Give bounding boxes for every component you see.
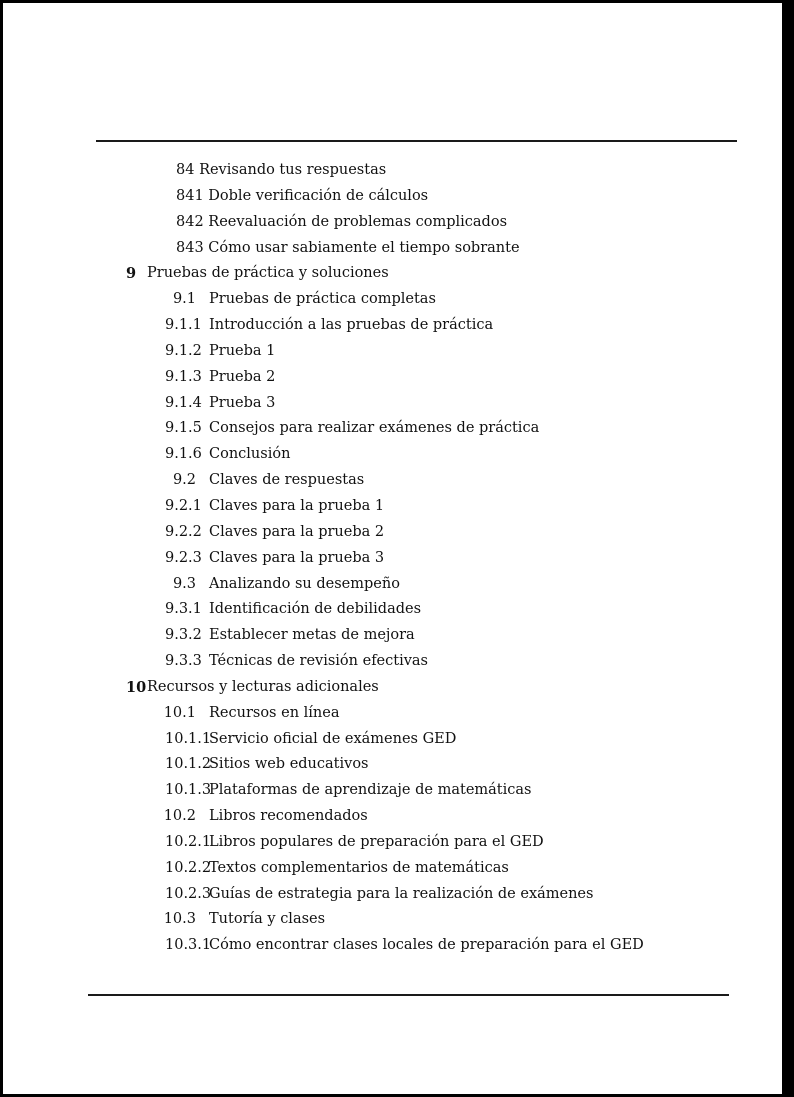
toc-entry-title: Textos complementarios de matemáticas bbox=[209, 859, 509, 876]
toc-entry bbox=[3, 494, 782, 520]
toc-entry-line bbox=[176, 158, 386, 184]
toc-entry-number: 10 bbox=[126, 678, 147, 696]
toc-entry-number: 10.3 bbox=[163, 911, 196, 928]
toc-entry bbox=[3, 313, 782, 339]
toc-entry-title: Doble verificación de cálculos bbox=[208, 187, 429, 204]
toc-entry bbox=[3, 442, 782, 468]
toc-entry bbox=[3, 778, 782, 804]
toc-entry-number: 843 bbox=[176, 239, 204, 256]
toc-entry-line bbox=[176, 184, 428, 210]
document-page bbox=[3, 3, 782, 1094]
toc-entry-number: 9.1.4 bbox=[165, 394, 202, 411]
toc-entry bbox=[3, 597, 782, 623]
toc-entry bbox=[3, 701, 782, 727]
toc-entry-title: Consejos para realizar exámenes de práctica bbox=[209, 420, 540, 437]
toc-entry-number: 9.2 bbox=[172, 472, 196, 489]
toc-entry-title: Prueba 3 bbox=[209, 394, 276, 411]
toc-entry-number: 10.1.1 bbox=[165, 730, 212, 747]
toc-entry-number: 9.3.1 bbox=[165, 601, 202, 618]
toc-entry-title: Claves de respuestas bbox=[209, 472, 365, 489]
toc-entry-number: 9.1.3 bbox=[165, 368, 202, 385]
toc-entry-title: Servicio oficial de exámenes GED bbox=[209, 730, 457, 747]
toc-entry-title: Reevaluación de problemas complicados bbox=[208, 213, 508, 230]
top-rule bbox=[96, 140, 737, 142]
toc-entry bbox=[3, 287, 782, 313]
toc-entry bbox=[3, 572, 782, 598]
toc-entry-number: 9.2.2 bbox=[165, 523, 202, 540]
toc-entry-title: Claves para la prueba 3 bbox=[209, 549, 385, 566]
table-of-contents bbox=[3, 158, 782, 959]
toc-entry-number: 10.2.3 bbox=[165, 885, 212, 902]
toc-entry-title: Tutoría y clases bbox=[209, 911, 326, 928]
toc-entry-number: 9.1.5 bbox=[165, 420, 202, 437]
toc-entry-title: Pruebas de práctica y soluciones bbox=[147, 265, 389, 282]
toc-entry-title: Cómo usar sabiamente el tiempo sobrante bbox=[208, 239, 520, 256]
toc-entry-title: Prueba 2 bbox=[209, 368, 276, 385]
toc-entry bbox=[3, 261, 782, 287]
toc-entry-number: 10.2.1 bbox=[165, 833, 212, 850]
toc-entry-number: 9.1.2 bbox=[165, 342, 202, 359]
bottom-rule bbox=[88, 994, 729, 996]
toc-entry bbox=[3, 236, 782, 262]
toc-entry-number: 9.3 bbox=[172, 575, 196, 592]
toc-entry-line bbox=[176, 210, 507, 236]
toc-entry bbox=[3, 830, 782, 856]
toc-entry bbox=[3, 882, 782, 908]
toc-entry-number: 9.3.2 bbox=[165, 627, 202, 644]
toc-entry bbox=[3, 468, 782, 494]
toc-entry-title: Plataformas de aprendizaje de matemáticas bbox=[209, 782, 532, 799]
toc-entry bbox=[3, 752, 782, 778]
toc-entry-title: Guías de estrategia para la realización de exámenes bbox=[209, 885, 594, 902]
toc-entry bbox=[3, 210, 782, 236]
toc-entry bbox=[3, 391, 782, 417]
toc-entry bbox=[3, 675, 782, 701]
toc-entry-number: 9 bbox=[126, 265, 137, 283]
toc-entry bbox=[3, 727, 782, 753]
toc-entry bbox=[3, 649, 782, 675]
toc-entry-number: 9.1.6 bbox=[165, 446, 202, 463]
toc-entry-title: Identificación de debilidades bbox=[209, 601, 422, 618]
toc-entry-title: Técnicas de revisión efectivas bbox=[209, 653, 429, 670]
toc-entry-number: 842 bbox=[176, 213, 204, 230]
toc-entry-number: 10.1 bbox=[163, 704, 196, 721]
toc-entry-title: Claves para la prueba 1 bbox=[209, 497, 385, 514]
toc-entry-number: 10.2 bbox=[163, 808, 196, 825]
toc-entry bbox=[3, 933, 782, 959]
toc-entry bbox=[3, 907, 782, 933]
toc-entry-title: Introducción a las pruebas de práctica bbox=[209, 317, 494, 334]
toc-entry bbox=[3, 804, 782, 830]
toc-entry-number: 9.2.1 bbox=[165, 497, 202, 514]
toc-entry-number: 9.3.3 bbox=[165, 653, 202, 670]
toc-entry bbox=[3, 520, 782, 546]
toc-entry bbox=[3, 339, 782, 365]
toc-entry bbox=[3, 856, 782, 882]
toc-entry bbox=[3, 184, 782, 210]
toc-entry bbox=[3, 158, 782, 184]
toc-entry-title: Conclusión bbox=[209, 446, 291, 463]
toc-entry-number: 10.3.1 bbox=[165, 937, 212, 954]
toc-entry-title: Cómo encontrar clases locales de preparación para el GED bbox=[209, 937, 644, 954]
toc-entry-title: Libros populares de preparación para el GED bbox=[209, 833, 544, 850]
toc-entry-title: Recursos en línea bbox=[209, 704, 340, 721]
toc-entry bbox=[3, 365, 782, 391]
toc-entry-number: 9.1 bbox=[172, 291, 196, 308]
toc-entry-title: Analizando su desempeño bbox=[209, 575, 400, 592]
toc-entry-title: Recursos y lecturas adicionales bbox=[147, 678, 379, 695]
toc-entry-title: Prueba 1 bbox=[209, 342, 276, 359]
toc-entry-number: 9.1.1 bbox=[165, 317, 202, 334]
toc-entry bbox=[3, 623, 782, 649]
toc-entry bbox=[3, 416, 782, 442]
toc-entry-title: Claves para la prueba 2 bbox=[209, 523, 385, 540]
toc-entry-number: 9.2.3 bbox=[165, 549, 202, 566]
toc-entry-title: Establecer metas de mejora bbox=[209, 627, 415, 644]
toc-entry-line bbox=[176, 236, 520, 262]
toc-entry-number: 841 bbox=[176, 187, 204, 204]
toc-entry bbox=[3, 546, 782, 572]
toc-entry-title: Pruebas de práctica completas bbox=[209, 291, 436, 308]
toc-entry-number: 84 bbox=[176, 162, 195, 178]
toc-entry-number: 10.1.2 bbox=[165, 756, 212, 773]
toc-entry-title: Revisando tus respuestas bbox=[199, 162, 387, 178]
toc-entry-title: Sitios web educativos bbox=[209, 756, 369, 773]
toc-entry-number: 10.2.2 bbox=[165, 859, 212, 876]
toc-entry-number: 10.1.3 bbox=[165, 782, 212, 799]
toc-entry-title: Libros recomendados bbox=[209, 808, 368, 825]
